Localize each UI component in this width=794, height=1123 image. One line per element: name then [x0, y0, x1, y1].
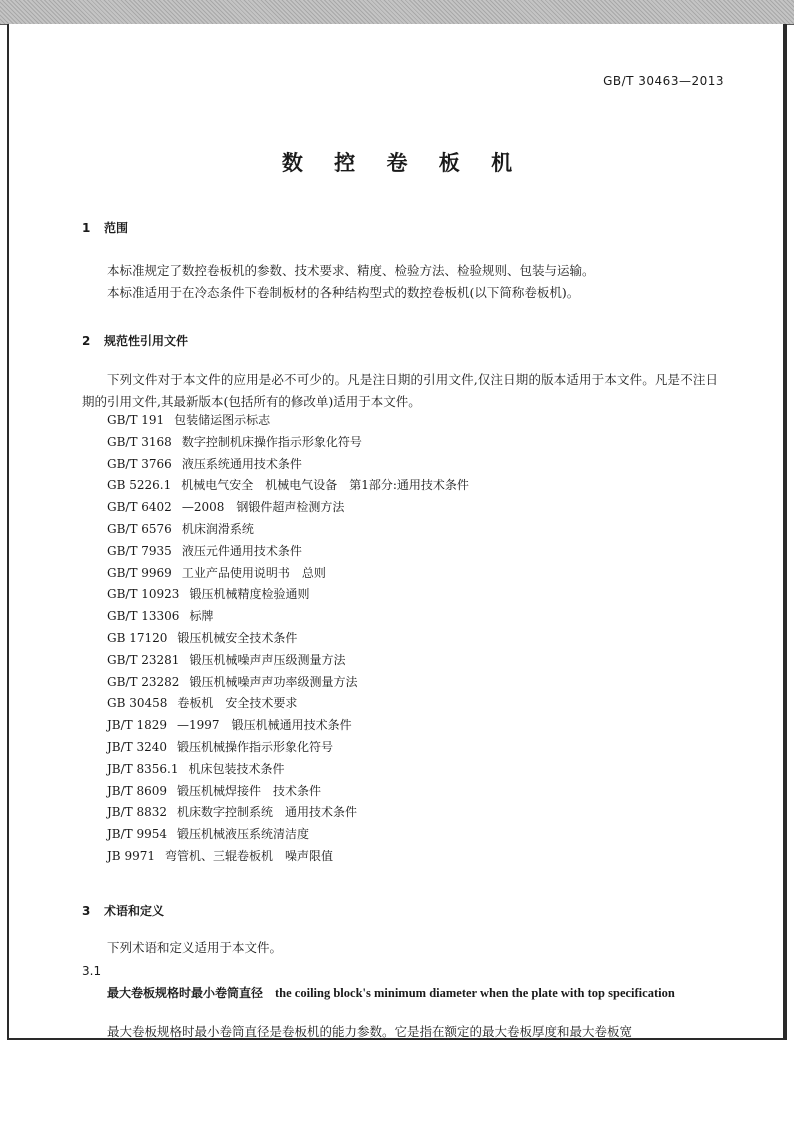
reference-title: 锻压机械噪声声功率级测量方法 [189, 674, 358, 689]
reference-title: 机械电气安全 机械电气设备 第1部分:通用技术条件 [181, 478, 469, 493]
reference-title: 卷板机 安全技术要求 [177, 696, 298, 711]
reference-code: GB 17120 [107, 630, 168, 645]
reference-title: 锻压机械精度检验通则 [189, 587, 310, 602]
section-3-intro [82, 937, 718, 959]
reference-code: GB/T 23282 [107, 674, 180, 689]
section-number: 2 [82, 334, 91, 348]
paragraph: 本标准适用于在冷态条件下卷制板材的各种结构型式的数控卷板机(以下简称卷板机)。 [107, 284, 580, 300]
reference-title: 弯管机、三辊卷板机 噪声限值 [164, 848, 333, 863]
reference-code: GB 5226.1 [107, 478, 172, 493]
reference-code: GB/T 6576 [107, 521, 172, 536]
reference-title: 液压元件通用技术条件 [181, 543, 302, 558]
reference-item [107, 824, 469, 846]
reference-code: JB 9971 [107, 848, 155, 863]
reference-item [107, 737, 469, 759]
reference-item [107, 846, 469, 868]
reference-list [107, 410, 469, 868]
reference-title: 工业产品使用说明书 总则 [181, 565, 326, 580]
reference-title: 锻压机械操作指示形象化符号 [177, 739, 334, 754]
section-2-heading [82, 332, 188, 349]
section-title: 术语和定义 [104, 904, 165, 918]
term-chinese: 最大卷板规格时最小卷筒直径 [107, 986, 264, 1000]
term-entry [82, 982, 718, 1004]
reference-title: 锻压机械液压系统清洁度 [177, 827, 310, 842]
reference-title: 锻压机械噪声声压级测量方法 [189, 652, 346, 667]
reference-title: 锻压机械安全技术条件 [177, 630, 298, 645]
section-1-heading [82, 219, 128, 236]
term-english: the coiling block's minimum diameter when the plate with top specification [275, 986, 675, 1000]
reference-title: 机床包装技术条件 [188, 761, 285, 776]
reference-item [107, 781, 469, 803]
reference-item [107, 628, 469, 650]
reference-code: JB/T 3240 [107, 739, 168, 754]
section-title: 范围 [104, 221, 129, 235]
reference-item [107, 454, 469, 476]
paragraph: 本标准规定了数控卷板机的参数、技术要求、精度、检验方法、检验规则、包装与运输。 [107, 263, 595, 278]
reference-code: GB/T 13306 [107, 609, 180, 624]
reference-item [107, 541, 469, 563]
reference-title: 数字控制机床操作指示形象化符号 [181, 434, 362, 449]
section-1-body [82, 260, 718, 303]
reference-code: GB/T 3766 [107, 456, 172, 471]
reference-item [107, 759, 469, 781]
reference-item [107, 584, 469, 606]
reference-title: 机床润滑系统 [181, 521, 254, 536]
reference-item [107, 519, 469, 541]
reference-item [107, 802, 469, 824]
reference-code: JB/T 1829 [107, 718, 168, 733]
reference-code: GB/T 23281 [107, 652, 180, 667]
reference-item [107, 650, 469, 672]
reference-item [107, 497, 469, 519]
reference-item [107, 672, 469, 694]
reference-title: 机床数字控制系统 通用技术条件 [177, 805, 358, 820]
document-title: 数 控 卷 板 机 [281, 151, 525, 175]
reference-title: —1997 锻压机械通用技术条件 [177, 718, 352, 733]
reference-item [107, 693, 469, 715]
scan-top-border [0, 0, 794, 25]
paragraph: 下列文件对于本文件的应用是必不可少的。凡是注日期的引用文件,仅注日期的版本适用于本文件。凡是不注日期的引用文件,其最新版本(包括所有的修改单)适用于本文件。 [82, 372, 718, 409]
section-title: 规范性引用文件 [104, 334, 189, 348]
reference-code: GB 30458 [107, 696, 168, 711]
reference-item [107, 432, 469, 454]
section-number: 1 [82, 221, 91, 235]
reference-item [107, 563, 469, 585]
reference-code: GB/T 9969 [107, 565, 172, 580]
reference-code: JB/T 8832 [107, 805, 168, 820]
reference-code: JB/T 8609 [107, 783, 168, 798]
section-3-heading [82, 902, 164, 919]
reference-item [107, 410, 469, 432]
reference-title: —2008 钢锻件超声检测方法 [181, 500, 345, 515]
paragraph: 下列术语和定义适用于本文件。 [107, 940, 283, 955]
reference-code: GB/T 10923 [107, 587, 180, 602]
reference-item [107, 475, 469, 497]
reference-title: 包装储运图示标志 [174, 413, 271, 427]
reference-code: JB/T 8356.1 [107, 761, 179, 776]
reference-item [107, 715, 469, 737]
reference-code: GB/T 191 [107, 413, 165, 427]
section-2-intro [82, 369, 718, 412]
reference-code: GB/T 3168 [107, 434, 172, 449]
section-number: 3 [82, 904, 91, 918]
reference-code: JB/T 9954 [107, 827, 168, 842]
standard-code: GB/T 30463—2013 [603, 74, 724, 88]
reference-title: 液压系统通用技术条件 [181, 456, 302, 471]
reference-title: 标牌 [189, 609, 214, 624]
reference-item [107, 606, 469, 628]
term-number: 3.1 [82, 964, 102, 978]
reference-code: GB/T 7935 [107, 543, 172, 558]
reference-code: GB/T 6402 [107, 500, 172, 515]
term-definition: 最大卷板规格时最小卷筒直径是卷板机的能力参数。它是指在额定的最大卷板厚度和最大卷板宽 [107, 1024, 633, 1038]
reference-title: 锻压机械焊接件 技术条件 [177, 783, 322, 798]
